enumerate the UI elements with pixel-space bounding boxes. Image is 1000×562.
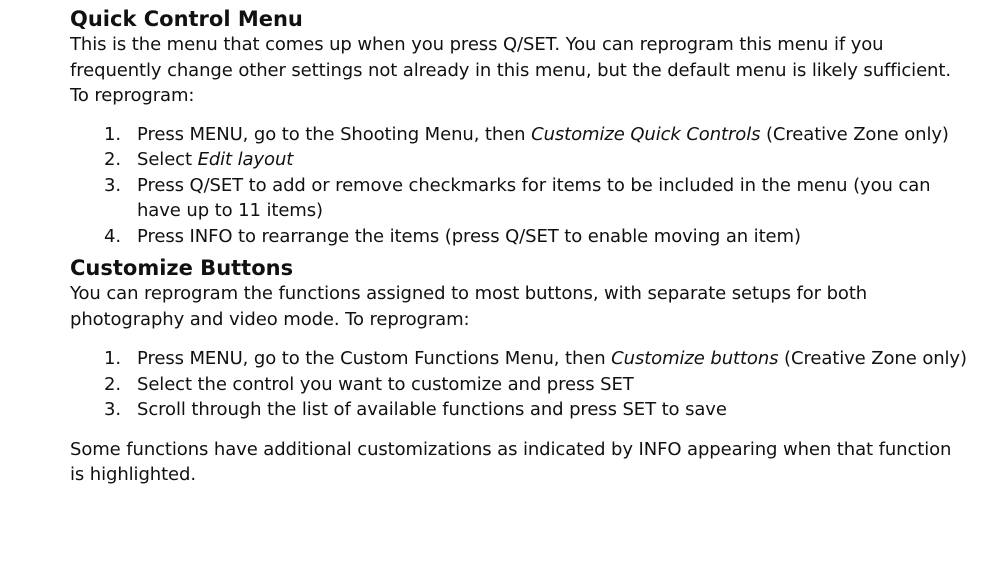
steps-list-quick-control-menu: [70, 122, 970, 250]
step-number: 2.: [104, 373, 121, 395]
list-item: [70, 397, 970, 423]
step-text: Press Q/SET to add or remove checkmarks for items to be included in the menu (you can have up to 11 items): [137, 174, 931, 221]
step-number: 1.: [104, 348, 121, 369]
step-text: Press INFO to rearrange the items (press Q/SET to enable moving an item): [137, 225, 801, 247]
step-text-suffix: (Creative Zone only): [778, 348, 967, 369]
section-heading-customize-buttons: Customize Buttons: [70, 256, 294, 280]
step-text: Scroll through the list of available functions and press SET to save: [137, 399, 727, 420]
step-text: Select: [137, 149, 198, 170]
document-page: [70, 6, 970, 488]
list-item: [70, 372, 970, 398]
list-item: [70, 346, 970, 372]
closing-paragraph: Some functions have additional customizations as indicated by INFO appearing when that function is highlighted.: [70, 438, 952, 485]
step-menu-item-italic: Customize buttons: [611, 348, 779, 369]
step-number: 3.: [104, 174, 121, 196]
list-item: [70, 173, 970, 224]
step-text: Press MENU, go to the Shooting Menu, then: [137, 123, 532, 145]
section-heading-quick-control-menu: Quick Control Menu: [70, 7, 303, 31]
step-menu-item-italic: Customize Quick Controls: [531, 123, 761, 145]
section-intro-customize-buttons: You can reprogram the functions assigned to most buttons, with separate setups for both photography and video mode. To reprogram:: [70, 283, 868, 330]
step-menu-item-italic: Edit layout: [197, 149, 294, 170]
list-item: [70, 147, 970, 173]
section-intro-quick-control-menu: This is the menu that comes up when you press Q/SET. You can reprogram this menu if you frequently change other settings not already in this menu, but the default menu is likely sufficient. To reprogram:: [70, 34, 951, 106]
list-item: [70, 224, 970, 250]
step-text: Press MENU, go to the Custom Functions Menu, then: [137, 348, 612, 369]
steps-list-customize-buttons: [70, 346, 970, 423]
step-text: Select the control you want to customize and press SET: [137, 373, 634, 395]
step-text-suffix: (Creative Zone only): [760, 123, 949, 145]
step-number: 4.: [104, 225, 121, 247]
step-number: 1.: [104, 123, 121, 145]
step-number: 2.: [104, 149, 121, 170]
step-number: 3.: [104, 399, 121, 420]
list-item: [70, 122, 970, 148]
